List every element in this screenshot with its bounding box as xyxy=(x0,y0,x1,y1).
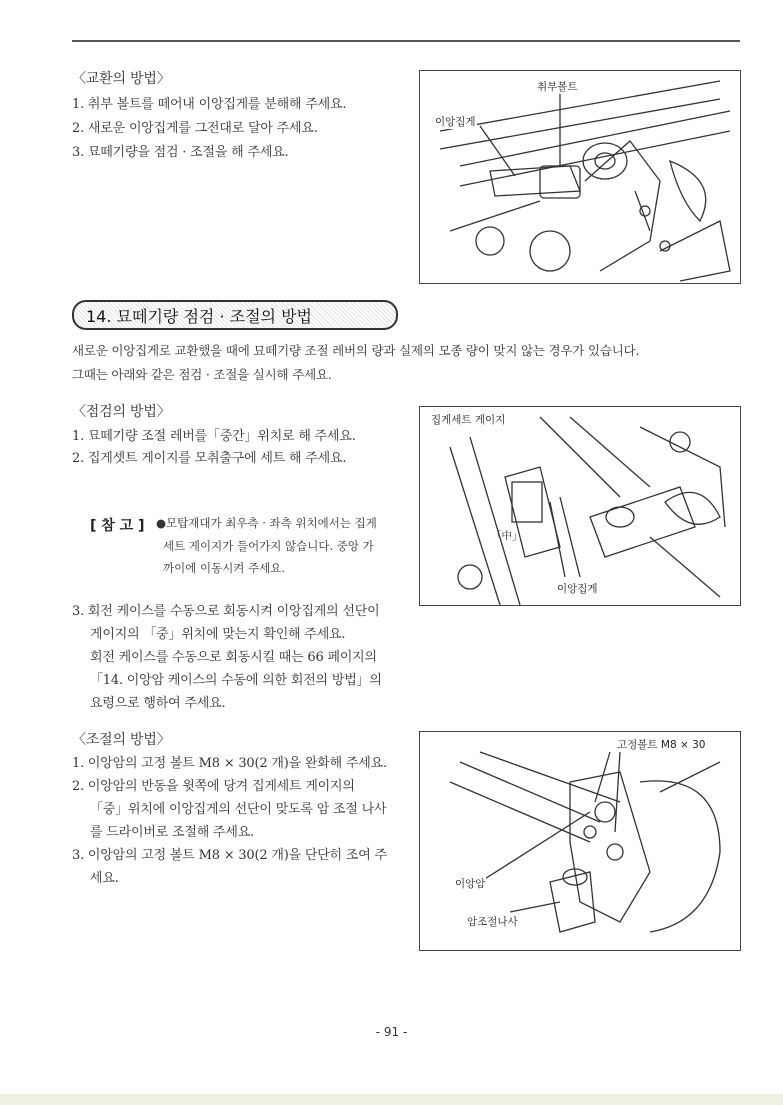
inspection-step-1: 1. 묘떼기량 조절 레버를「중간」위치로 해 주세요. xyxy=(72,429,356,444)
inspection-step-3-line-1: 3. 회전 케이스를 수동으로 회동시켜 이앙집게의 선단이 xyxy=(72,604,380,619)
mounting-bolt-label: 취부볼트 xyxy=(537,81,578,93)
inspection-step-3-line-5: 요령으로 행하여 주세요. xyxy=(90,696,226,711)
gauge-label: 집게세트 게이지 xyxy=(431,414,506,426)
arm-label: 이앙암 xyxy=(455,878,486,890)
exchange-title: 〈교환의 방법〉 xyxy=(72,71,171,87)
note-line-3: 까이에 이동시켜 주세요. xyxy=(163,561,286,575)
arm-adjust-screw-label: 암조절나사 xyxy=(467,916,518,928)
inspection-step-3-line-4: 「14. 이앙암 케이스의 수동에 의한 회전의 방법」의 xyxy=(90,673,382,688)
inspection-title: 〈점검의 방법〉 xyxy=(72,404,171,420)
transplant-claw-illustration xyxy=(420,71,740,283)
section-intro-2: 그때는 아래와 같은 점검 · 조절을 실시해 주세요. xyxy=(72,367,332,382)
note-line-2: 세트 게이지가 들어가지 않습니다. 중앙 가 xyxy=(163,539,374,553)
exchange-step-2: 2. 새로운 이앙집게를 그전대로 달아 주세요. xyxy=(72,121,318,136)
page-number: - 91 - xyxy=(375,1025,408,1039)
adjustment-line-6: 세요. xyxy=(90,871,119,886)
middle-mark-label: 「中」 xyxy=(491,530,523,542)
section-title: 14. 묘떼기량 점검 · 조절의 방법 xyxy=(86,307,312,326)
claw-label: 이앙집게 xyxy=(557,583,598,595)
note-line-1: ●모탑재대가 최우측 · 좌측 위치에서는 집게 xyxy=(156,516,377,530)
adjustment-line-5: 3. 이앙암의 고정 볼트 M8 × 30(2 개)을 단단히 조여 주 xyxy=(72,848,387,863)
inspection-figure xyxy=(419,406,741,606)
header-rule xyxy=(72,40,740,42)
gauge-illustration xyxy=(420,407,740,605)
section-intro-1: 새로운 이앙집게로 교환했을 때에 묘떼기량 조절 레버의 량과 실제의 모종 량이 맞지 않는 경우가 있습니다. xyxy=(72,343,640,358)
fixing-bolt-label: 고정볼트 M8 × 30 xyxy=(617,739,706,751)
reference-mark: [ 참 고 ] xyxy=(90,518,145,534)
adjustment-title: 〈조절의 방법〉 xyxy=(72,732,171,748)
inspection-step-3-line-3: 회전 케이스를 수동으로 회동시킬 때는 66 페이지의 xyxy=(90,650,377,665)
adjustment-line-4: 를 드라이버로 조절해 주세요. xyxy=(90,825,255,840)
adjustment-figure xyxy=(419,731,741,951)
inspection-step-3-line-2: 게이지의 「중」위치에 맞는지 확인해 주세요. xyxy=(90,627,346,642)
inspection-step-2: 2. 집게셋트 게이지를 모취출구에 세트 해 주세요. xyxy=(72,451,347,466)
exchange-step-3: 3. 묘떼기량을 점검 · 조절을 해 주세요. xyxy=(72,145,289,160)
transplant-claw-label: 이앙집게 xyxy=(435,116,476,128)
exchange-figure xyxy=(419,70,741,284)
adjustment-line-1: 1. 이앙암의 고정 볼트 M8 × 30(2 개)을 완화해 주세요. xyxy=(72,756,387,771)
exchange-step-1: 1. 취부 볼트를 떼어내 이앙집게를 분해해 주세요. xyxy=(72,97,347,112)
adjustment-line-3: 「중」위치에 이앙집게의 선단이 맞도록 암 조절 나사 xyxy=(90,802,387,817)
section-title-box xyxy=(72,300,398,330)
adjustment-line-2: 2. 이앙암의 반동을 윗쪽에 당겨 집게세트 게이지의 xyxy=(72,779,355,794)
scan-edge xyxy=(0,1094,783,1105)
